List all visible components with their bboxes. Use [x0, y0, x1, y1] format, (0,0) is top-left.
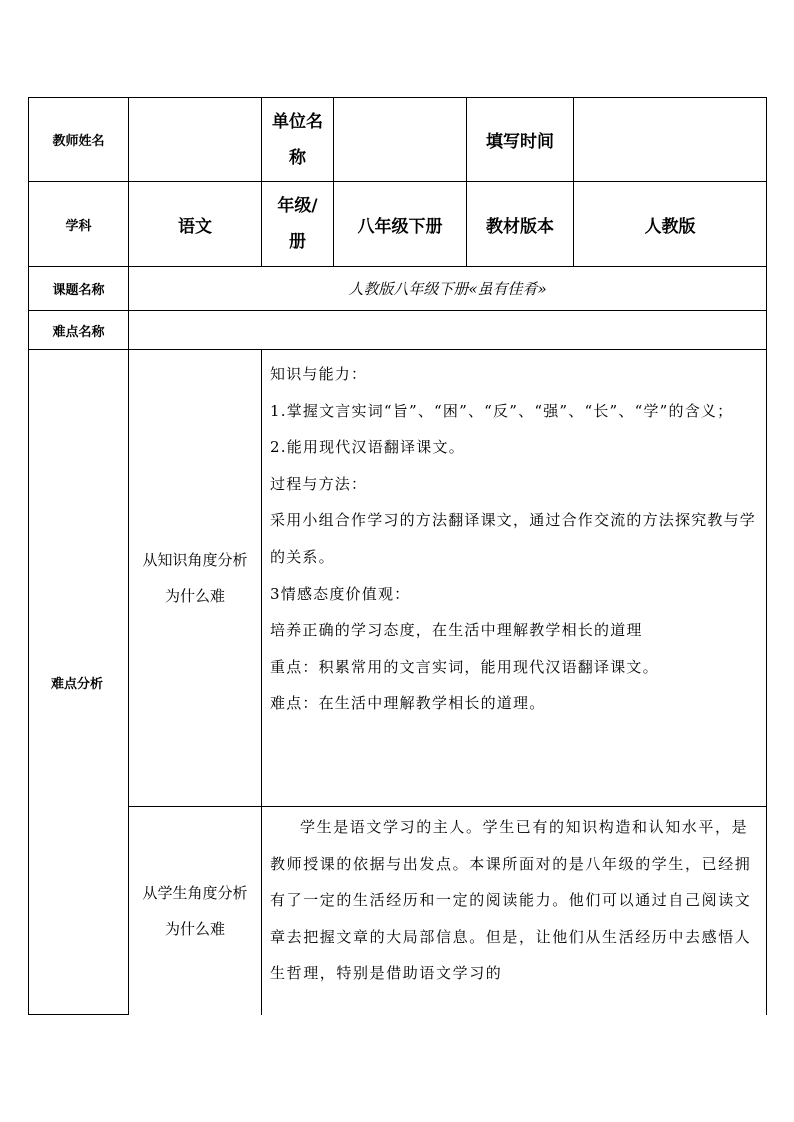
unit-name-label [262, 98, 334, 182]
knowledge-line: 知识与能力： [270, 365, 368, 383]
knowledge-analysis-content[interactable] [262, 350, 767, 807]
teacher-name-value[interactable] [129, 98, 262, 182]
knowledge-line: 重点：积累常用的文言实词，能用现代汉语翻译课文。 [270, 657, 659, 676]
student-analysis-content[interactable] [262, 807, 767, 1015]
difficulty-name-label: 难点名称 [29, 311, 129, 350]
form-row-difficulty [29, 311, 767, 350]
form-row-analysis-student [29, 807, 767, 1015]
lesson-title-label: 课题名称 [29, 267, 129, 311]
form-row-subject [29, 182, 767, 267]
unit-name-label-text: 单位名称 [272, 111, 323, 168]
form-row-teacher [29, 98, 767, 182]
student-angle-label-text: 从学生角度分析为什么难 [142, 883, 248, 938]
knowledge-line: 培养正确的学习态度，在生活中理解教学相长的道理 [270, 621, 643, 640]
knowledge-line: 难点：在生活中理解教学相长的道理。 [270, 694, 546, 713]
unit-name-value[interactable] [334, 98, 467, 182]
grade-label [262, 182, 334, 267]
fill-date-label: 填写时间 [467, 98, 574, 182]
teacher-name-label: 教师姓名 [29, 98, 129, 182]
grade-label-text: 年级/册 [277, 196, 318, 252]
difficulty-name-value[interactable] [129, 311, 767, 350]
knowledge-line: 过程与方法： [270, 474, 368, 493]
subject-value[interactable]: 语文 [129, 182, 262, 267]
lesson-difficulty-form [28, 97, 767, 1015]
knowledge-line: 采用小组合作学习的方法翻译课文，通过合作交流的方法探究教与学的关系。 [270, 511, 757, 566]
edition-label: 教材版本 [467, 182, 574, 267]
knowledge-angle-label [129, 350, 262, 807]
form-row-analysis-knowledge [29, 350, 767, 807]
edition-value[interactable]: 人教版 [574, 182, 767, 267]
knowledge-angle-label-text: 从知识角度分析为什么难 [142, 551, 248, 605]
difficulty-analysis-label: 难点分析 [29, 350, 129, 1015]
lesson-title-value[interactable]: 人教版八年级下册«虽有佳肴» [129, 267, 767, 311]
grade-value[interactable]: 八年级下册 [334, 182, 467, 267]
form-row-lesson [29, 267, 767, 311]
student-analysis-text: 学生是语文学习的主人。学生已有的知识构造和认知水平，是教师授课的依据与出发点。本课所面对的是八年级的学生，已经拥有了一定的生活经历和一定的阅读能力。他们可以通过自己阅读文章去把握文章的大局部信息。但是，让他们从生活经历中去感悟人生哲理，特别是借助语文学习的 [270, 818, 752, 983]
subject-label: 学科 [29, 182, 129, 267]
knowledge-line: 2.能用现代汉语翻译课文。 [270, 438, 465, 457]
knowledge-line: 3情感态度价值观： [270, 584, 411, 603]
fill-date-value[interactable] [574, 98, 767, 182]
knowledge-line: 1.掌握文言实词“旨”、“困”、“反”、“强”、“长”、“学”的含义； [270, 401, 734, 420]
student-angle-label [129, 807, 262, 1015]
